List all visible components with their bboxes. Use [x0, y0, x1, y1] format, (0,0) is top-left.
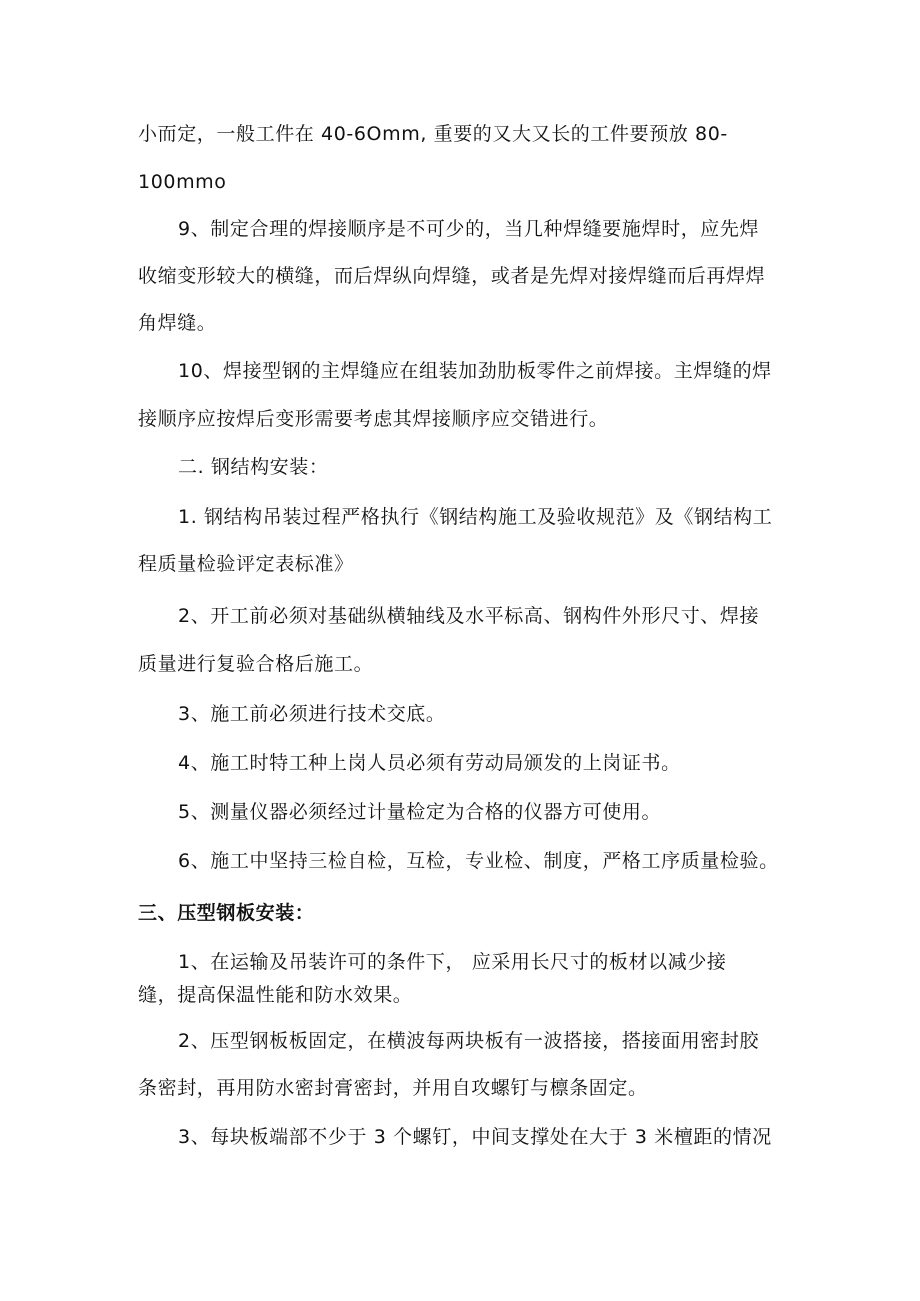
paragraph-line: 100mmo [138, 171, 227, 193]
paragraph-line: 条密封，再用防水密封膏密封，并用自攻螺钉与檩条固定。 [138, 1077, 648, 1099]
section-heading: 三、压型钢板安装： [138, 902, 315, 924]
paragraph-line: 5、测量仪器必须经过计量检定为合格的仪器方可使用。 [178, 801, 662, 823]
paragraph-line: 2、压型钢板板固定，在横波每两块板有一波搭接，搭接面用密封胶 [178, 1030, 760, 1052]
paragraph-line: 缝，提高保温性能和防水效果。 [138, 984, 413, 1006]
paragraph-line: 程质量检验评定表标准》 [138, 553, 354, 575]
paragraph-line: 2、开工前必须对基础纵横轴线及水平标高、钢构件外形尺寸、焊接 [178, 605, 760, 627]
paragraph-line: 角焊缝。 [138, 312, 217, 334]
paragraph-line: 9、制定合理的焊接顺序是不可少的，当几种焊缝要施焊时，应先焊 [178, 218, 760, 240]
paragraph-line: 10、焊接型钢的主焊缝应在组装加劲肋板零件之前焊接。主焊缝的焊 [178, 360, 772, 382]
paragraph-line: 6、施工中坚持三检自检，互检，专业检、制度，严格工序质量检验。 [178, 850, 779, 872]
paragraph-line: 1、在运输及吊装许可的条件下， 应采用长尺寸的板材以减少接 [178, 951, 727, 973]
paragraph-line: 接顺序应按焊后变形需要考虑其焊接顺序应交错进行。 [138, 408, 609, 430]
paragraph-line: 1. 钢结构吊装过程严格执行《钢结构施工及验收规范》及《钢结构工 [178, 506, 773, 528]
paragraph-line: 小而定，一般工件在 40-6Omm, 重要的又大又长的工件要预放 80- [138, 123, 728, 145]
paragraph-line: 质量进行复验合格后施工。 [138, 653, 374, 675]
paragraph-line: 3、每块板端部不少于 3 个螺钉，中间支撑处在大于 3 米檀距的情况 [178, 1126, 772, 1148]
paragraph-line: 4、施工时特工种上岗人员必须有劳动局颁发的上岗证书。 [178, 752, 681, 774]
paragraph-line: 收缩变形较大的横缝，而后焊纵向焊缝，或者是先焊对接焊缝而后再焊焊 [138, 265, 766, 287]
section-heading: 二. 钢结构安装： [178, 456, 329, 478]
paragraph-line: 3、施工前必须进行技术交底。 [178, 703, 446, 725]
